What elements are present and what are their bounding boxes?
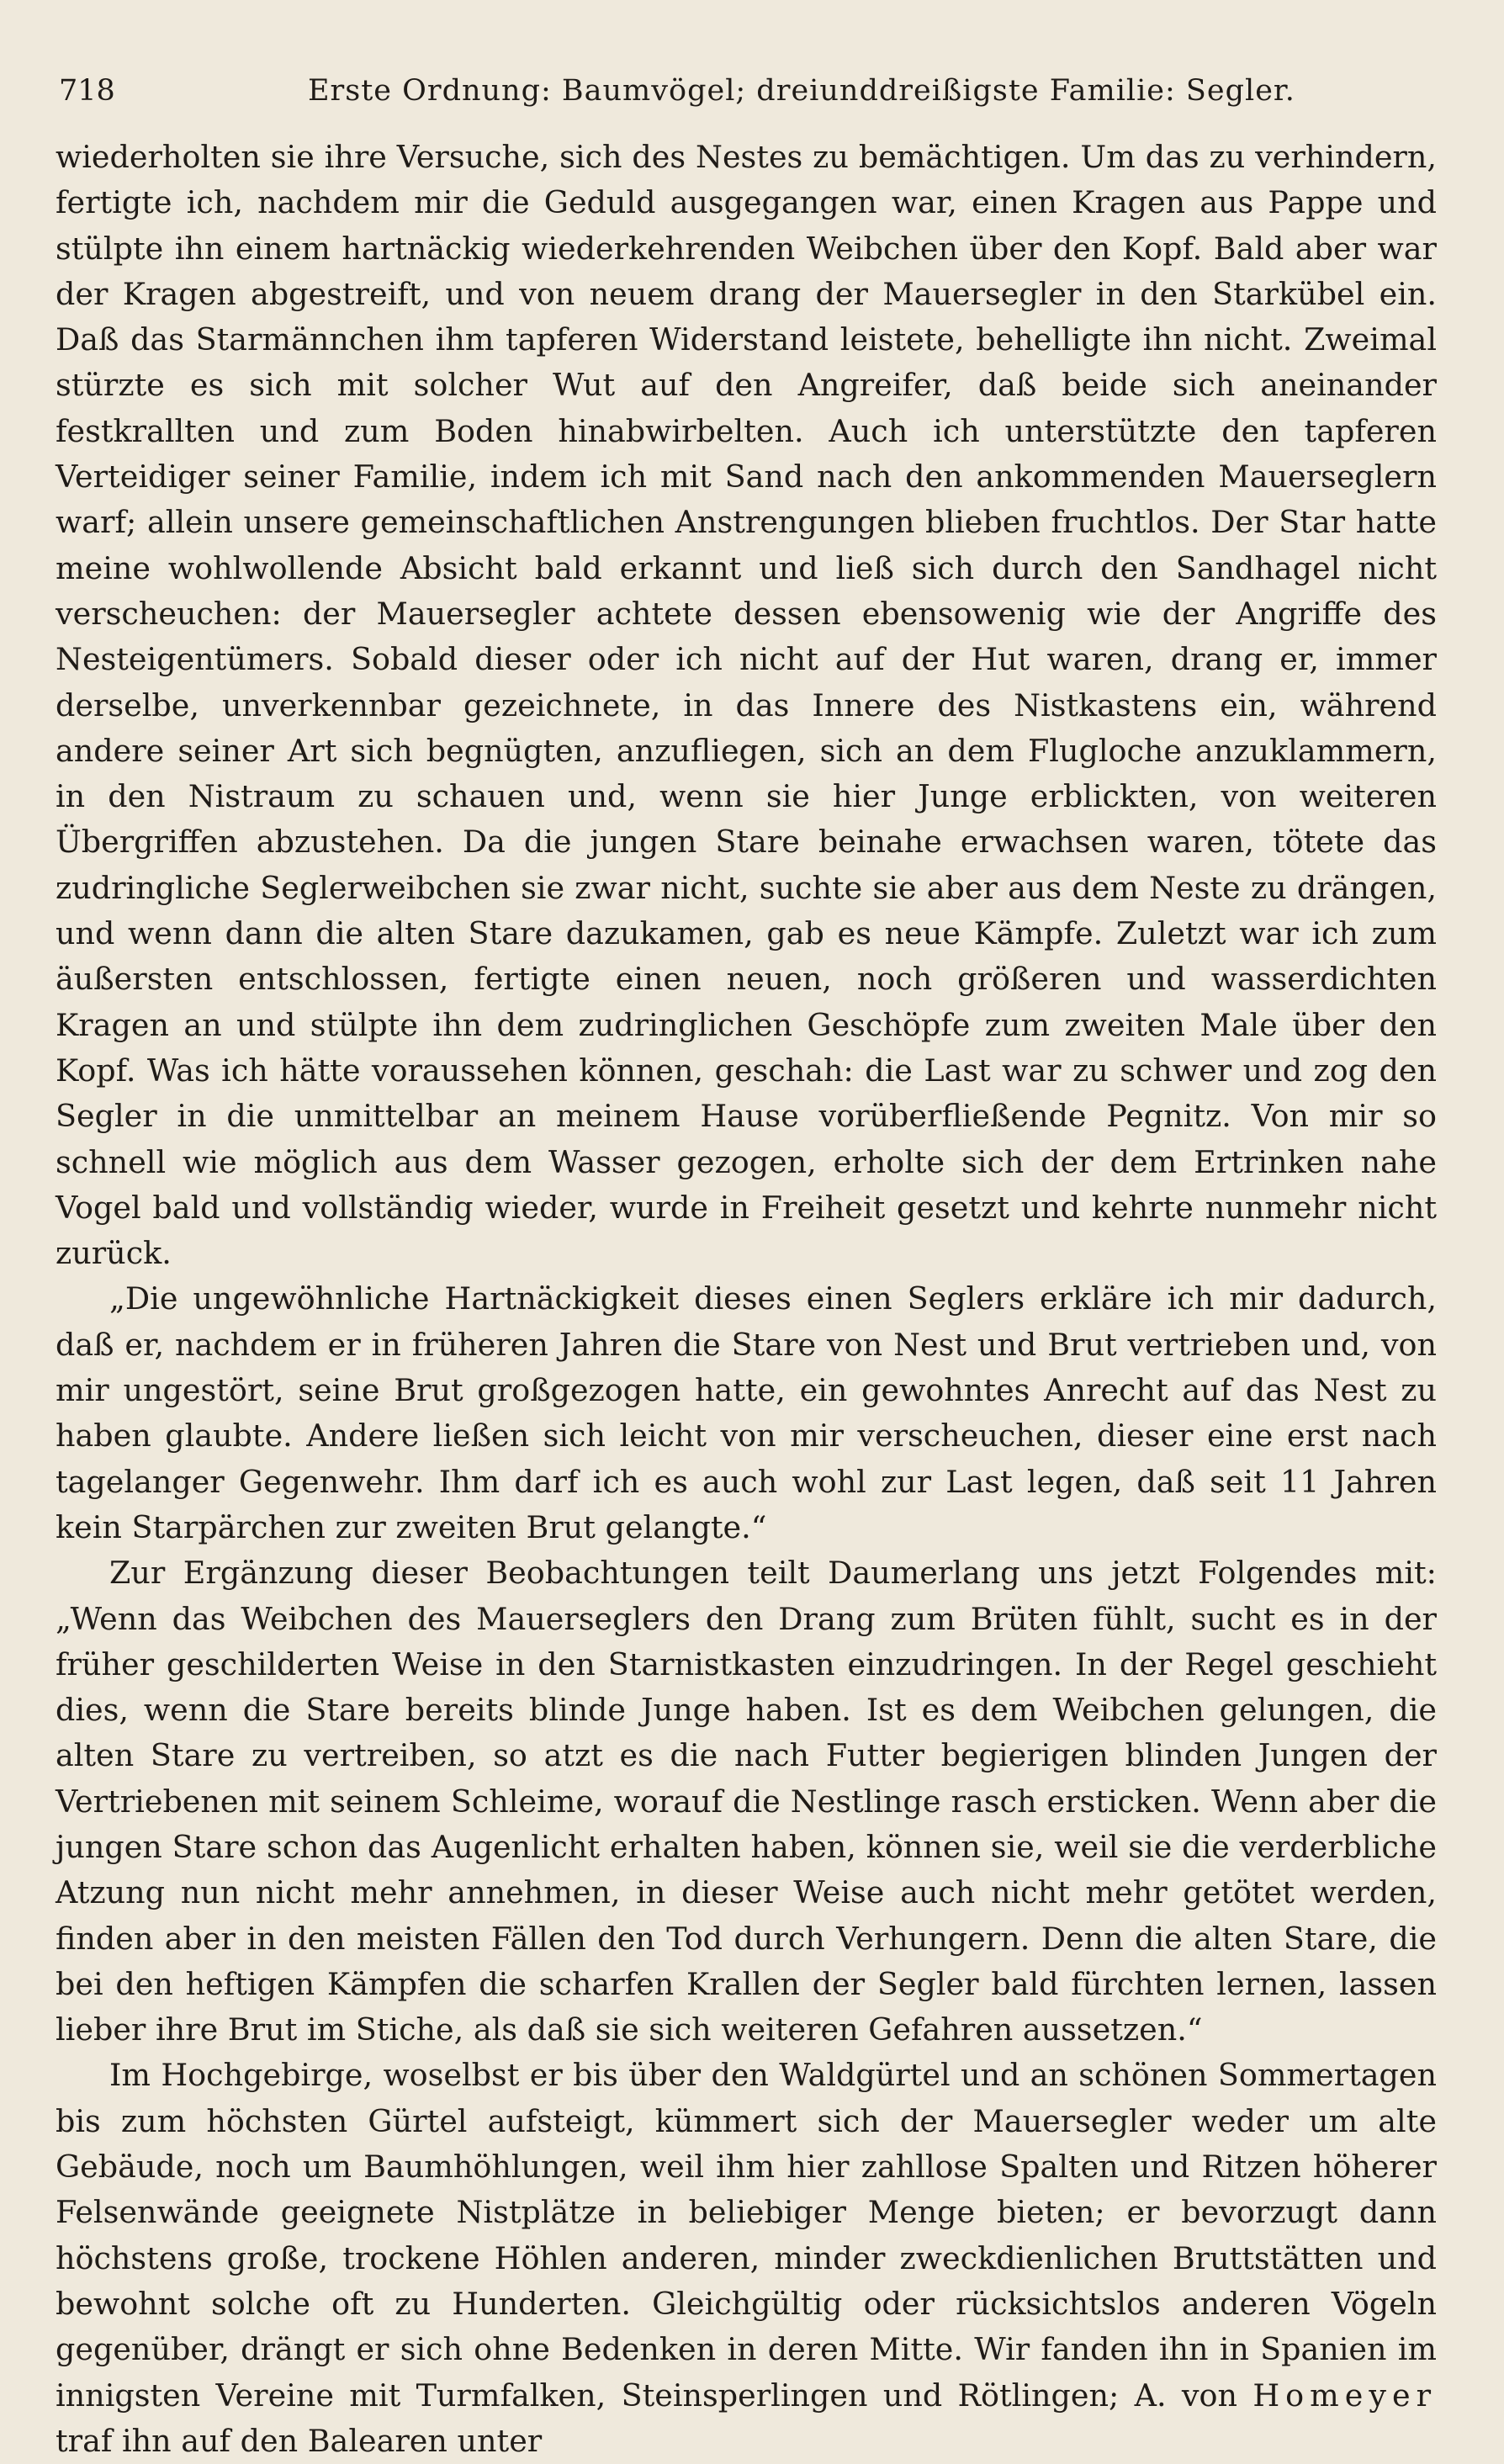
body-text [56,135,1437,2464]
paragraph-1: wiederholten sie ihre Versuche, sich des Nestes zu bemächtigen. Um das zu verhindern, fertigte ich, nachdem mir die Geduld ausgegangen war, einen Kragen aus Pappe und stülpte ihn einem hartnäckig wiederkehrenden Weibchen über den Kopf. Bald aber war der Kragen abgestreift, und von neuem drang der Mauersegler in den Starkübel ein. Daß das Starmännchen ihm tapferen Widerstand leistete, behelligte ihn nicht. Zweimal stürzte es sich mit solcher Wut auf den Angreifer, daß beide sich aneinander festkrallten und zum Boden hinabwirbelten. Auch ich unterstützte den tapferen Verteidiger seiner Familie, indem ich mit Sand nach den ankommenden Mauerseglern warf; allein unsere gemeinschaftlichen Anstrengungen blieben fruchtlos. Der Star hatte meine wohlwollende Absicht bald erkannt und ließ sich durch den Sandhagel nicht verscheuchen: der Mauersegler achtete dessen ebensowenig wie der Angriffe des Nesteigentümers. Sobald dieser oder ich nicht auf der Hut waren, drang er, immer derselbe, unverkennbar gezeichnete, in das Innere des Nistkastens ein, während andere seiner Art sich begnügten, anzufliegen, sich an dem Flugloche anzuklammern, in den Nistraum zu schauen und, wenn sie hier Junge erblickten, von weiteren Übergriffen abzustehen. Da die jungen Stare beinahe erwachsen waren, tötete das zudringliche Seglerweibchen sie zwar nicht, suchte sie aber aus dem Neste zu drängen, und wenn dann die alten Stare dazukamen, gab es neue Kämpfe. Zuletzt war ich zum äußersten entschlossen, fertigte einen neuen, noch größeren und wasserdichten Kragen an und stülpte ihn dem zudringlichen Geschöpfe zum zweiten Male über den Kopf. Was ich hätte voraussehen können, geschah: die Last war zu schwer und zog den Segler in die unmittelbar an meinem Hause vorüberfließende Pegnitz. Von mir so schnell wie möglich aus dem Wasser gezogen, erholte sich der dem Ertrinken nahe Vogel bald und vollständig wieder, wurde in Freiheit gesetzt und kehrte nunmehr nicht zurück. [56,139,1437,1272]
spaced-name-homeyer: Homeyer [1252,2377,1438,2414]
paragraph-4-text: Im Hochgebirge, woselbst er bis über den Waldgürtel und an schönen Sommertagen bis zum höchsten Gürtel aufsteigt, kümmert sich der Mauersegler weder um alte Gebäude, noch um Baumhöhlungen, weil ihm hier zahllose Spalten und Ritzen höherer Felsenwände geeignete Nistplätze in beliebiger Menge bieten; er bevorzugt dann höchstens große, trockene Höhlen anderen, minder zweckdienlichen Bruttstätten und bewohnt solche oft zu Hunderten. Gleichgültig oder rücksichtslos anderen Vögeln gegenüber, drängt er sich ohne Bedenken in deren Mitte. Wir fanden ihn in Spanien im innigsten Vereine mit Turmfalken, Steinsperlingen und Rötlingen; A. von [56,2057,1437,2414]
running-head-title: Erste Ordnung: Baumvögel; dreiunddreißigste Familie: Segler. [308,74,1295,108]
page-number: 718 [59,74,115,108]
paragraph-4-tail: traf ihn auf den Balearen unter [56,2422,543,2459]
paragraph-3: Zur Ergänzung dieser Beobachtungen teilt Daumerlang uns jetzt Folgendes mit: „Wenn das Weibchen des Mauerseglers den Drang zum Brüten fühlt, sucht es in der früher geschilderten Weise in den Starnistkasten einzudringen. In der Regel geschieht dies, wenn die Stare bereits blinde Junge haben. Ist es dem Weibchen gelungen, die alten Stare zu vertreiben, so atzt es die nach Futter begierigen blinden Jungen der Vertriebenen mit seinem Schleime, worauf die Nestlinge rasch ersticken. Wenn aber die jungen Stare schon das Augenlicht erhalten haben, können sie, weil sie die verderbliche Atzung nun nicht mehr annehmen, in dieser Weise auch nicht mehr getötet werden, finden aber in den meisten Fällen den Tod durch Verhungern. Denn die alten Stare, die bei den heftigen Kämpfen die scharfen Krallen der Segler bald fürchten lernen, lassen lieber ihre Brut im Stiche, als daß sie sich weiteren Gefahren aussetzen.“ [56,1555,1437,2048]
paragraph-4 [56,2053,1437,2464]
paragraph-2: „Die ungewöhnliche Hartnäckigkeit dieses einen Seglers erkläre ich mir dadurch, daß er, nachdem er in früheren Jahren die Stare von Nest und Brut vertrieben und, von mir ungestört, seine Brut großgezogen hatte, ein gewohntes Anrecht auf das Nest zu haben glaubte. Andere ließen sich leicht von mir verscheuchen, dieser eine erst nach tagelanger Gegenwehr. Ihm darf ich es auch wohl zur Last legen, daß seit 11 Jahren kein Starpärchen zur zweiten Brut gelangte.“ [56,1280,1437,1545]
running-head [56,66,1437,116]
